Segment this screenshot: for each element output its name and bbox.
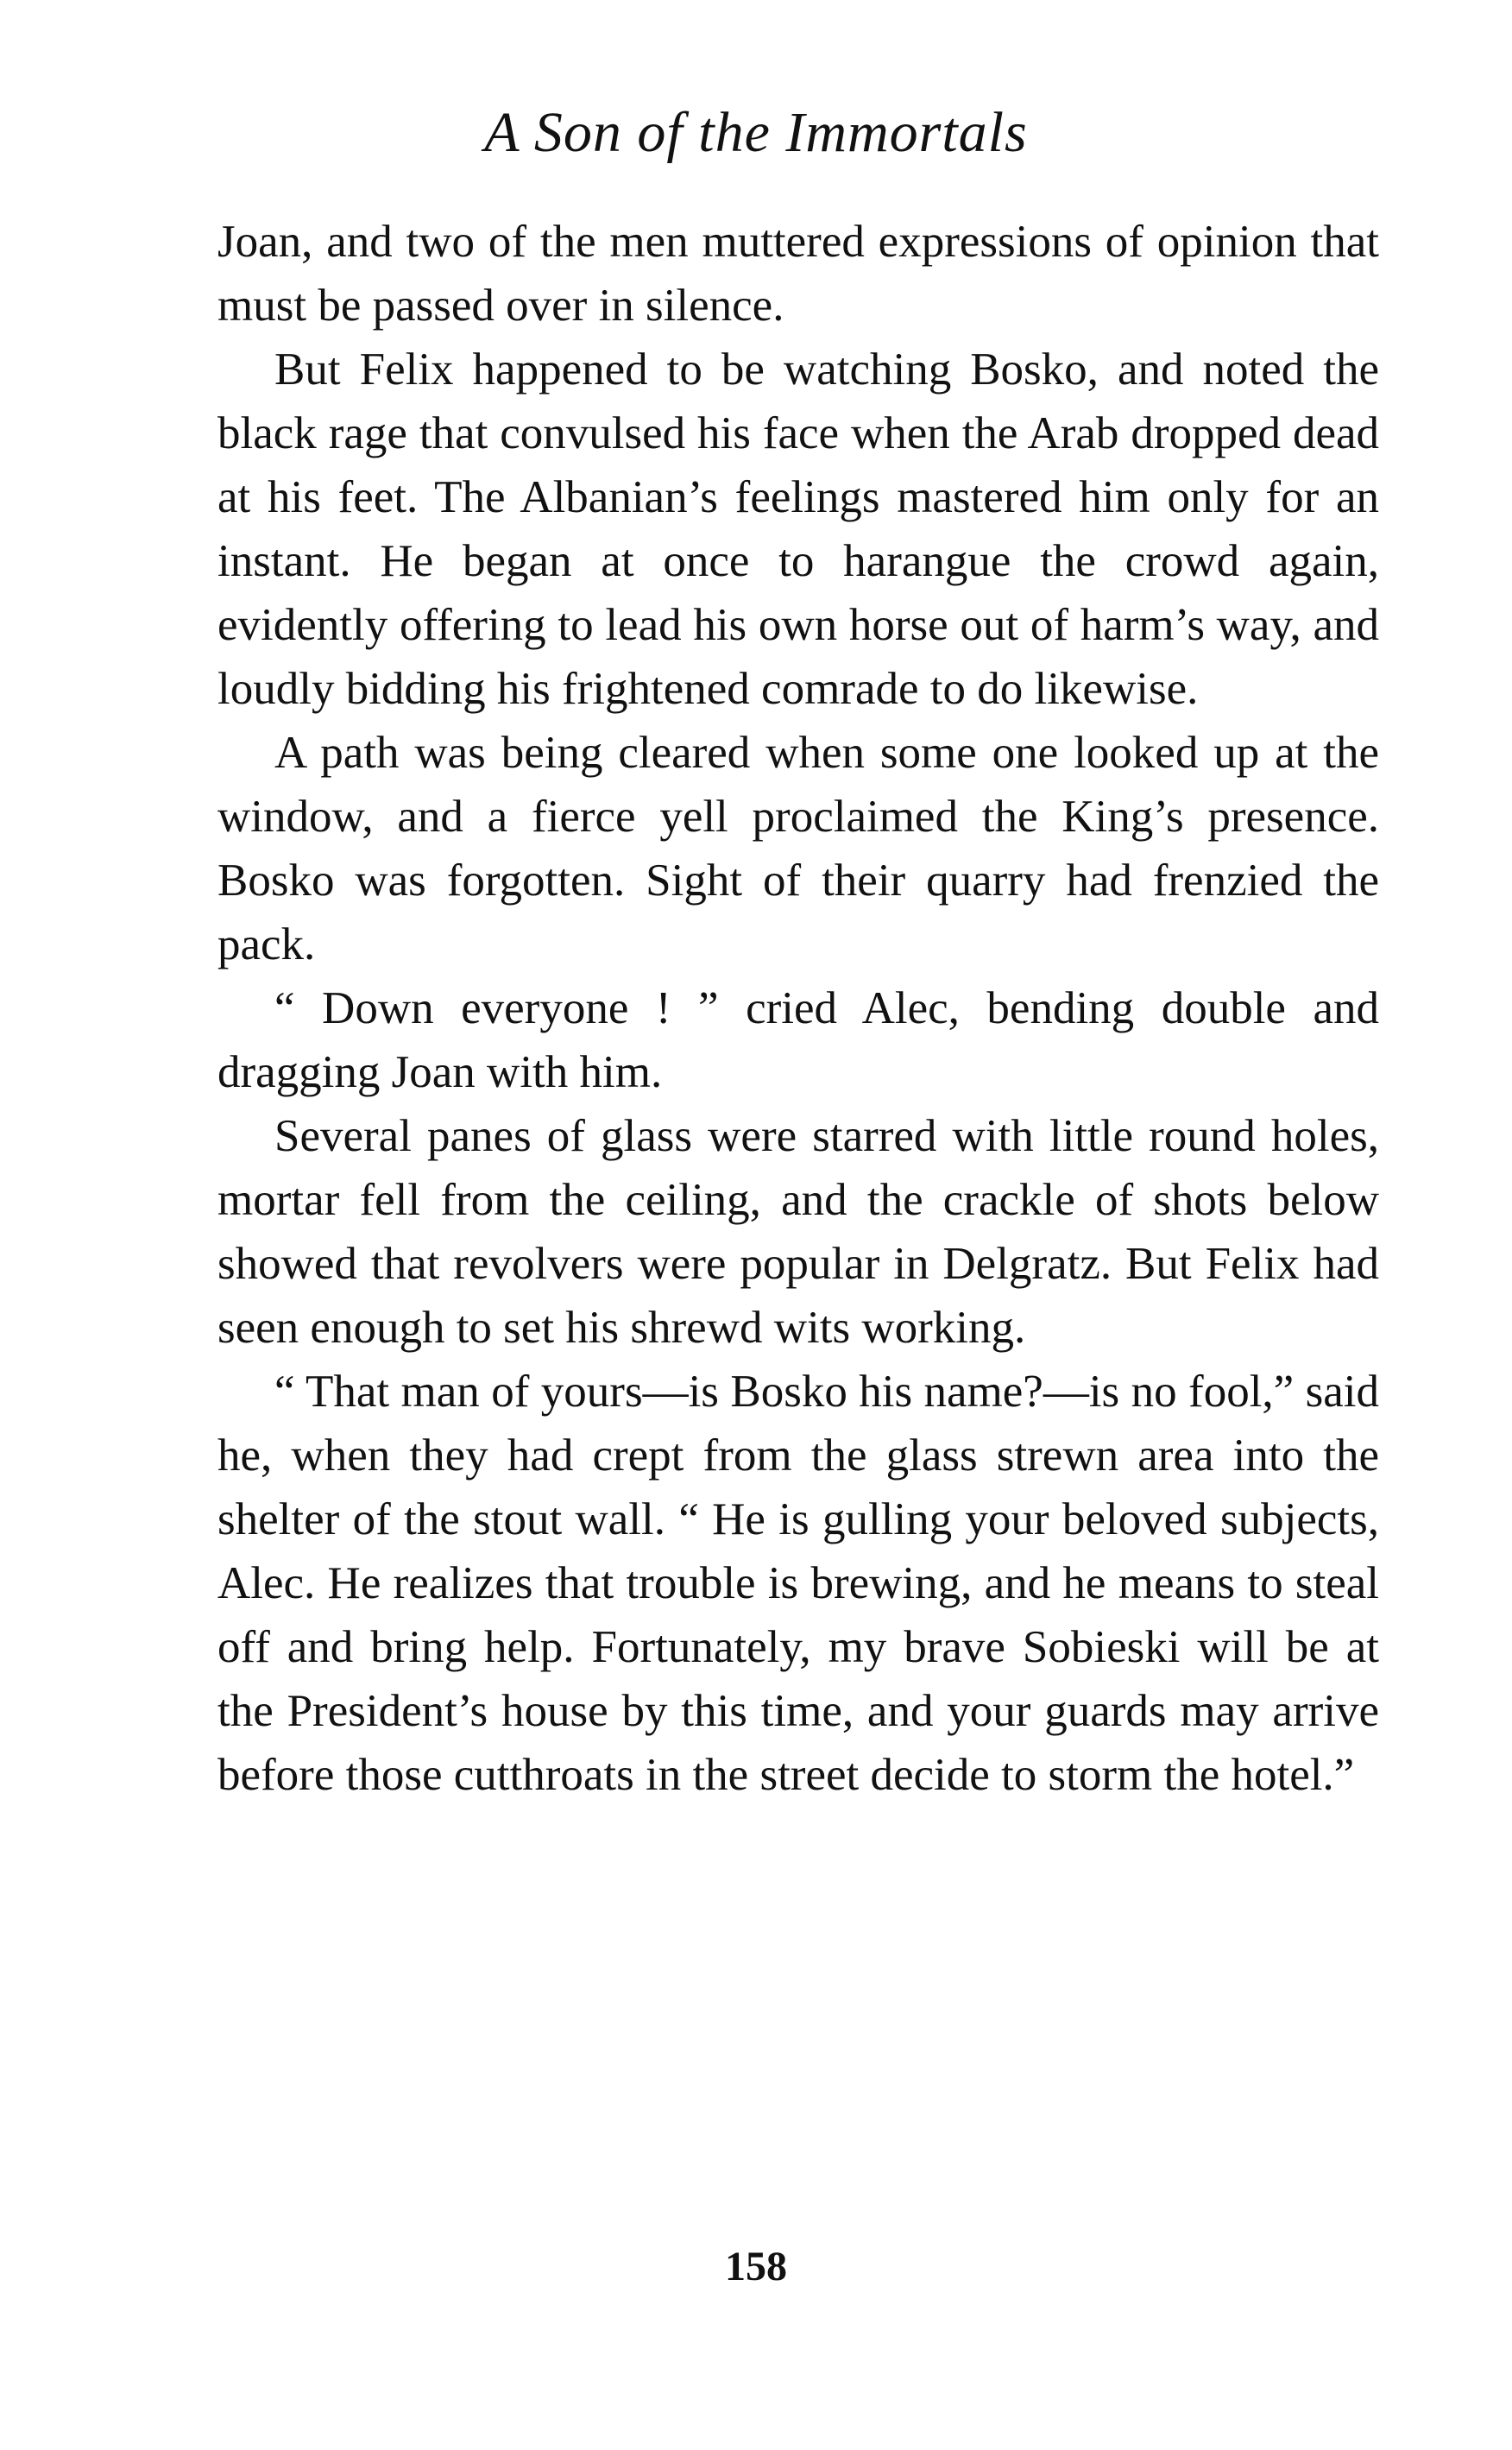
- paragraph: A path was being cleared when some one looked up at the window, and a fierce yell proclaimed the King’s presence. Bosko was forgotten. Sight of their quarry had frenzied the pack.: [217, 728, 1379, 969]
- body-text: [217, 210, 1379, 1807]
- page-number: 158: [725, 2244, 787, 2289]
- paragraph: But Felix happened to be watching Bosko, and noted the black rage that convulsed his face when the Arab dropped dead at his feet. The Albanian’s feelings mastered him only for an instant. He began at once to harangue the crowd again, evidently offering to lead his own horse out of harm’s way, and loudly bidding his frightened comrade to do likewise.: [217, 344, 1379, 714]
- running-head: A Son of the Immortals: [484, 101, 1028, 164]
- paragraph: Joan, and two of the men muttered expressions of opinion that must be passed over in silence.: [217, 217, 1379, 331]
- paragraph: “ Down everyone ! ” cried Alec, bending double and dragging Joan with him.: [217, 983, 1379, 1097]
- paragraph: Several panes of glass were starred with little round holes, mortar fell from the ceiling, and the crackle of shots below showed that revolvers were popular in Delgratz. But Felix had seen enough to set his shrewd wits working.: [217, 1111, 1379, 1353]
- paragraph: “ That man of yours—is Bosko his name?—is no fool,” said he, when they had crept from the glass strewn area into the shelter of the stout wall. “ He is gulling your beloved subjects, Alec. He realizes that trouble is brewing, and he means to steal off and bring help. Fortunately, my brave Sobieski will be at the President’s house by this time, and your guards may arrive before those cutthroats in the street decide to storm the hotel.”: [217, 1367, 1379, 1800]
